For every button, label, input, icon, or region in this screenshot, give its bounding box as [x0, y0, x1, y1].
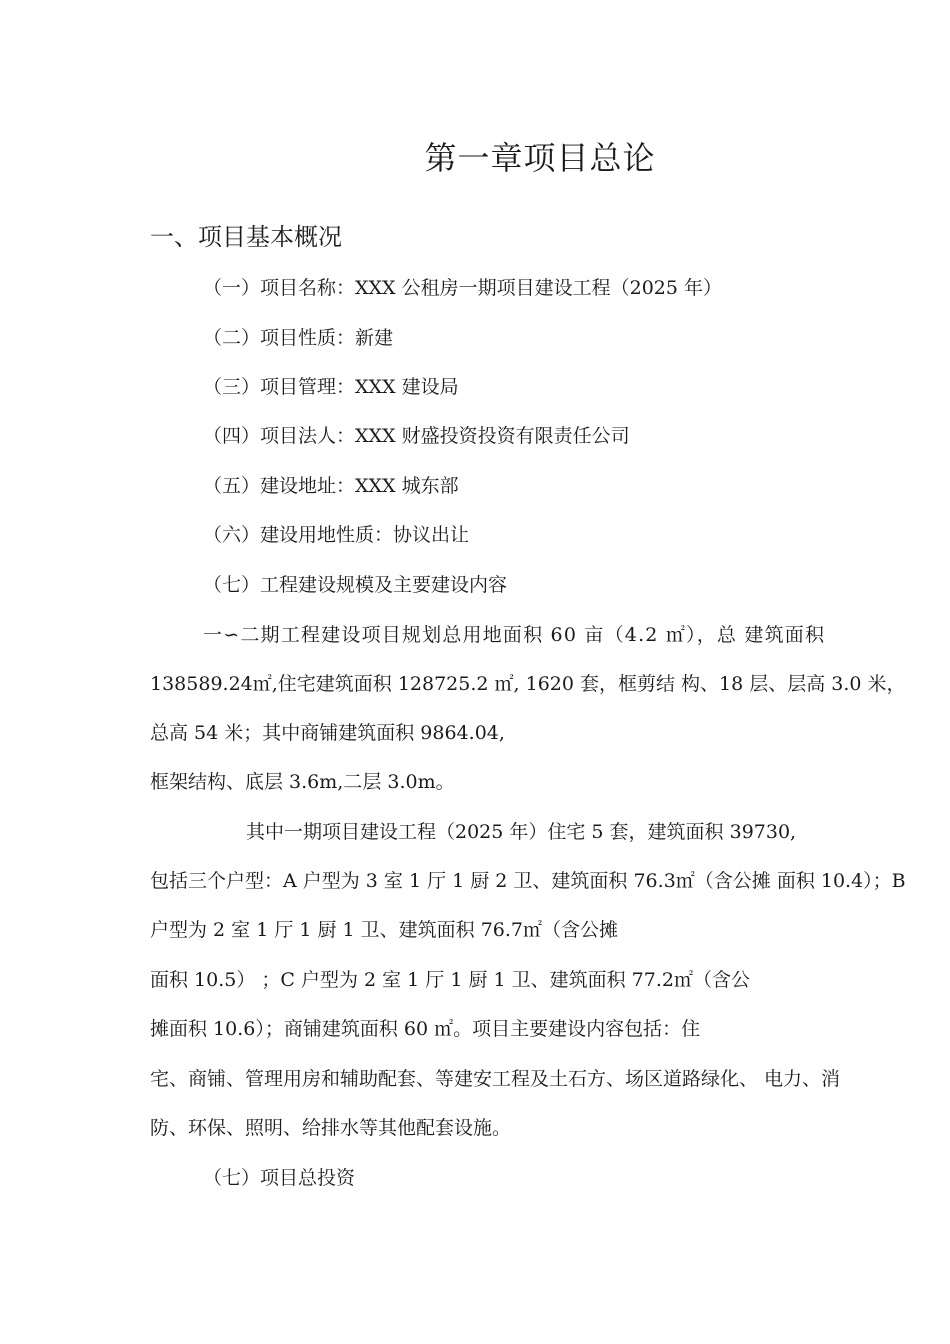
- phase-line: 面积 10.5） ；C 户型为 2 室 1 厅 1 厨 1 卫、建筑面积 77.2㎡（含公: [150, 969, 750, 991]
- item-legal-entity: （四）项目法人：XXX 财盛投资投资有限责任公司: [203, 425, 630, 447]
- item-total-investment: （七）项目总投资: [203, 1167, 356, 1189]
- phase-line: 其中一期项目建设工程（2025 年）住宅 5 套，建筑面积 39730,: [246, 821, 797, 843]
- item-scale-content: （七）工程建设规模及主要建设内容: [203, 574, 508, 596]
- item-project-management: （三）项目管理：XXX 建设局: [203, 376, 459, 398]
- item-land-use: （六）建设用地性质：协议出让: [203, 524, 470, 546]
- scale-line: 一∽二期工程建设项目规划总用地面积 60 亩（4.2 ㎡），总 建筑面积: [203, 624, 826, 646]
- chapter-title: 第一章项目总论: [424, 139, 656, 177]
- scale-line: 总高 54 米；其中商铺建筑面积 9864.04,: [150, 722, 505, 744]
- phase-line: 摊面积 10.6）；商铺建筑面积 60 ㎡。项目主要建设内容包括：住: [150, 1018, 701, 1040]
- scale-line: 138589.24㎡,住宅建筑面积 128725.2 ㎡, 1620 套，框剪结 构、18 层、层高 3.0 米，: [150, 673, 906, 695]
- section-heading: 一、项目基本概况: [150, 223, 342, 251]
- phase-line: 宅、商铺、管理用房和辅助配套、等建安工程及土石方、场区道路绿化、 电力、消: [150, 1068, 841, 1090]
- item-project-nature: （二）项目性质：新建: [203, 327, 394, 349]
- phase-line: 包括三个户型：A 户型为 3 室 1 厅 1 厨 2 卫、建筑面积 76.3㎡（含公摊 面积 10.4）；B: [150, 870, 906, 892]
- item-site-address: （五）建设地址：XXX 城东部: [203, 475, 459, 497]
- item-project-name: （一）项目名称：XXX 公租房一期项目建设工程（2025 年）: [203, 277, 723, 299]
- scale-line: 框架结构、底层 3.6m,二层 3.0m。: [150, 771, 455, 793]
- phase-line: 防、环保、照明、给排水等其他配套设施。: [150, 1117, 512, 1139]
- phase-line: 户型为 2 室 1 厅 1 厨 1 卫、建筑面积 76.7㎡（含公摊: [150, 919, 619, 941]
